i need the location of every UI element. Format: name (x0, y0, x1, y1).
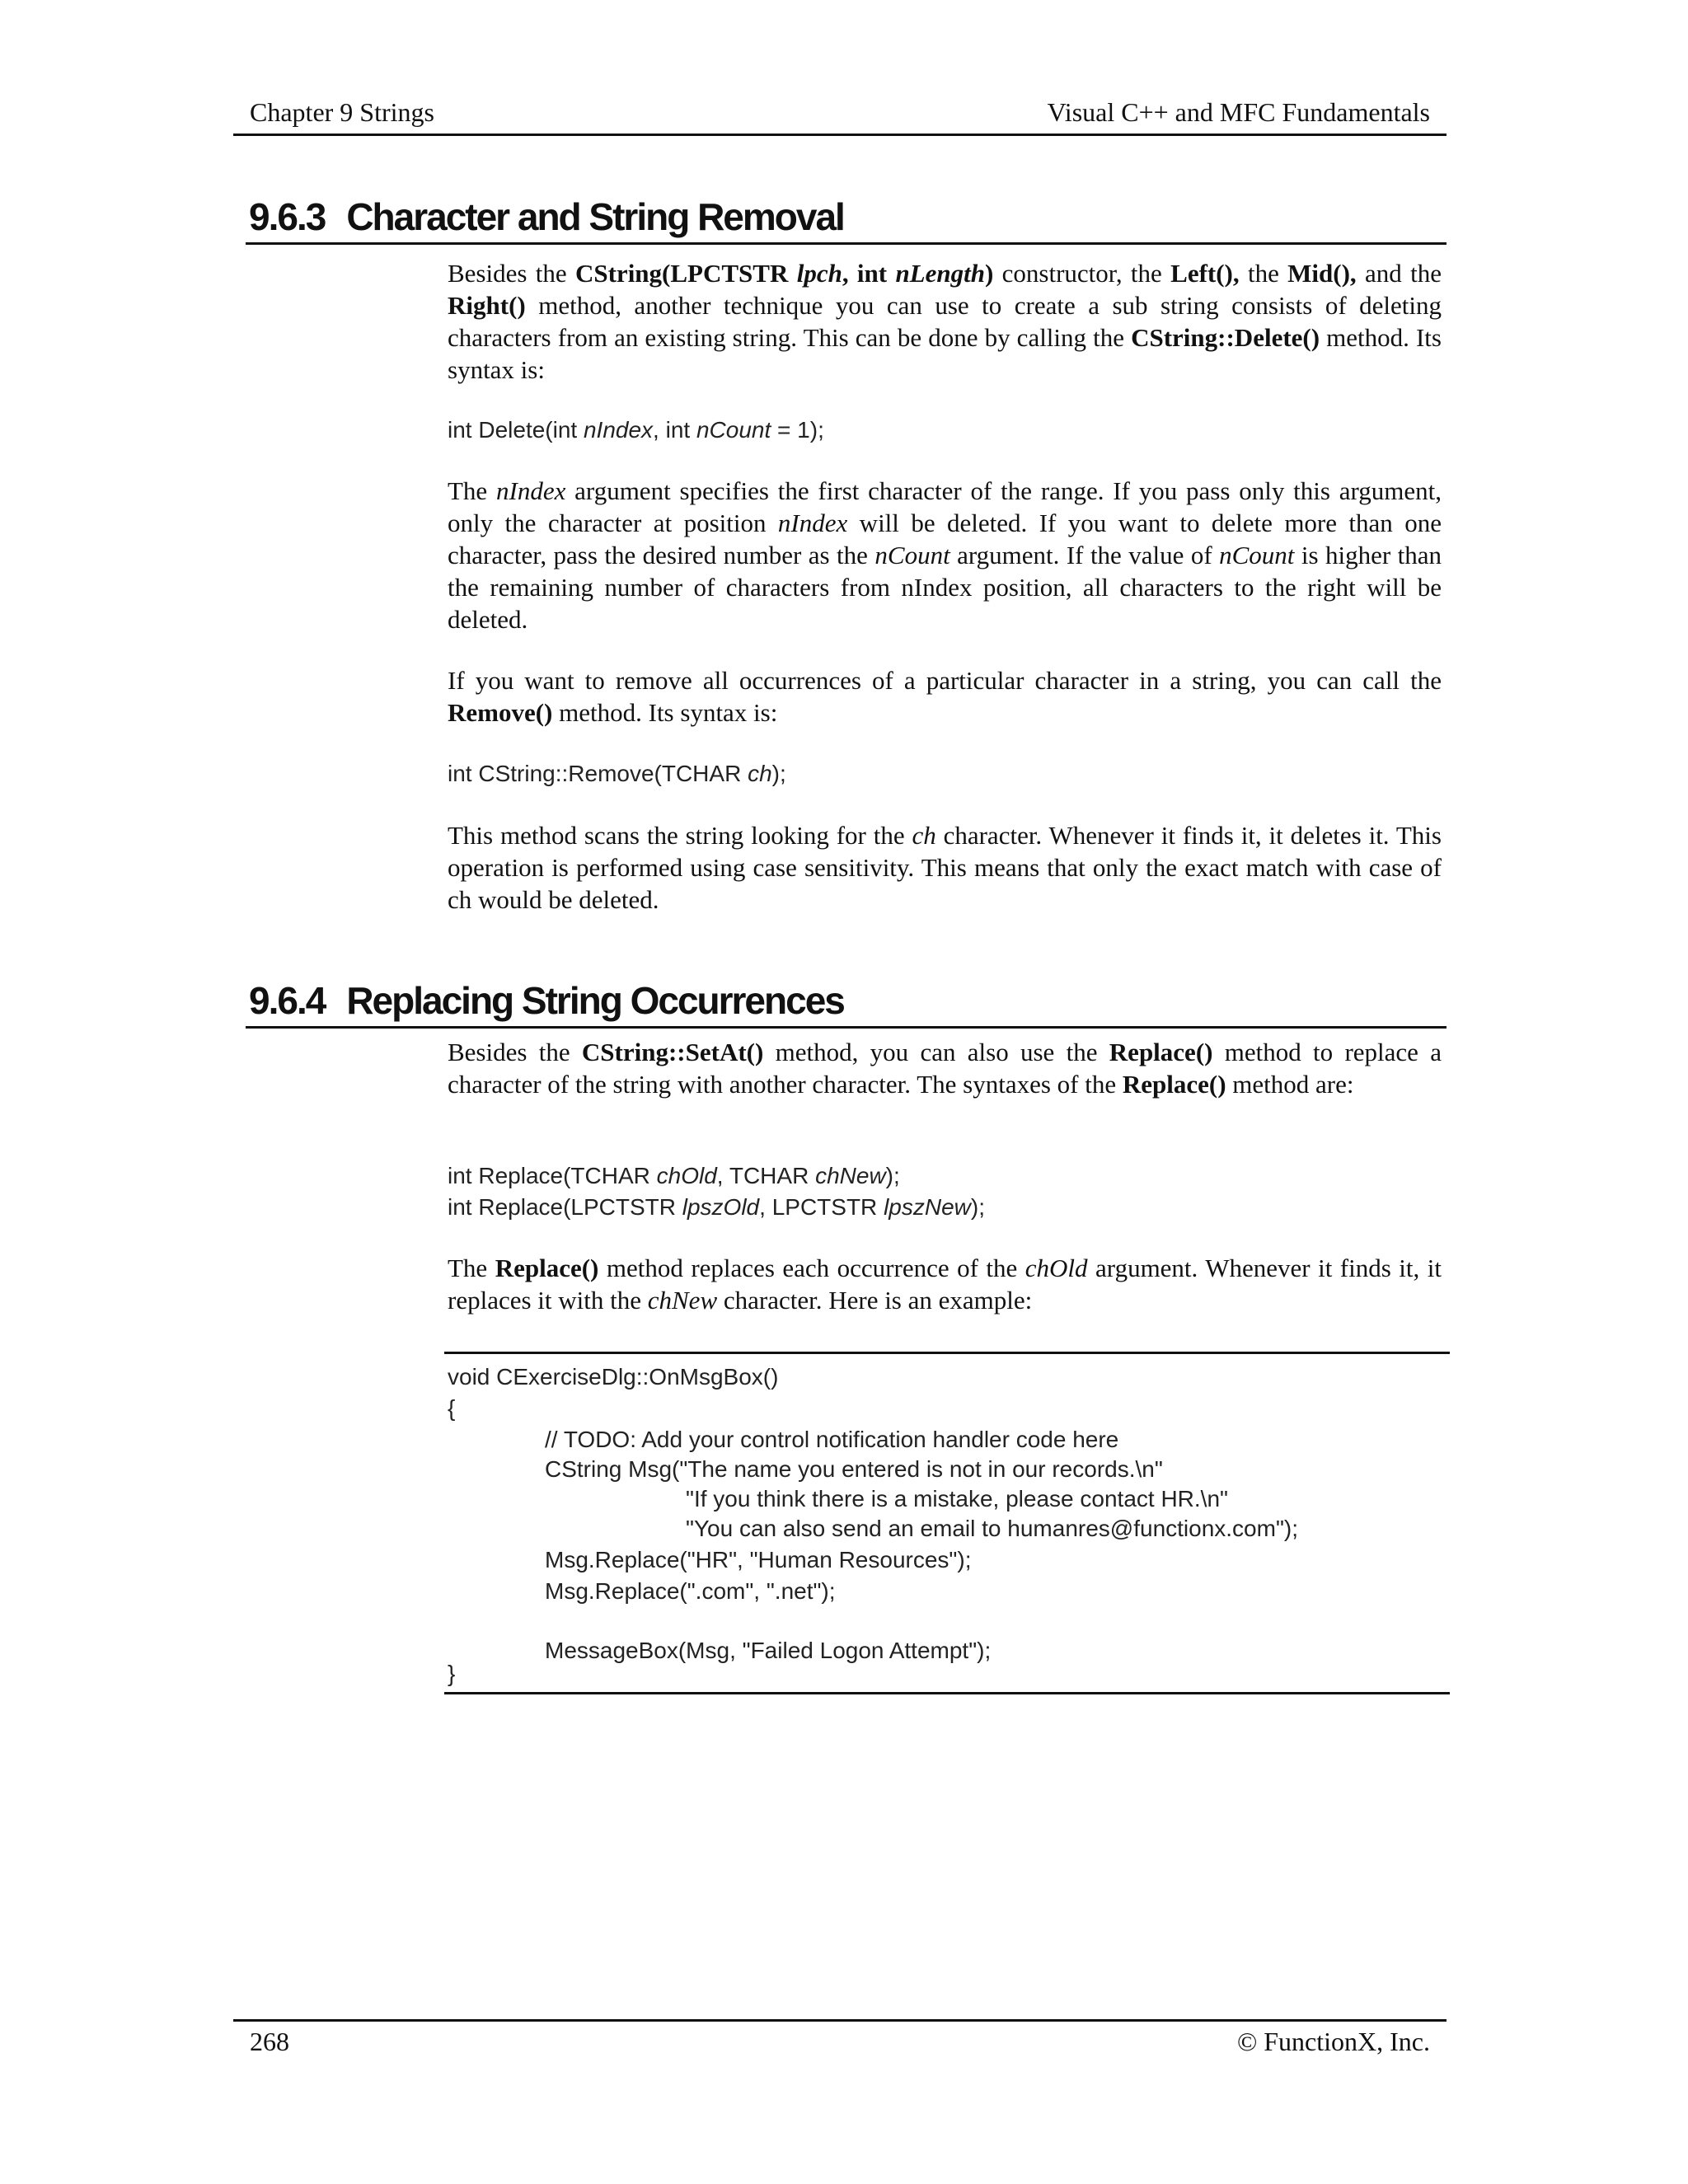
code-arg: lpszNew (884, 1194, 971, 1220)
text: will be deleted. If you want to delete more than one character, pass the desired number as the (448, 509, 1442, 569)
text: character. Here is an example: (717, 1286, 1033, 1315)
bold-text: Mid(), (1287, 259, 1357, 288)
text: is higher than the remaining number of characters from nIndex position, all characters to the right will be deleted. (448, 541, 1442, 634)
code-text: , int (653, 417, 696, 443)
code-text: = 1); (771, 417, 824, 443)
italic-text: nCount (874, 541, 950, 569)
code-line: CString Msg("The name you entered is not in our records.\n" (545, 1456, 1163, 1482)
header-book-title: Visual C++ and MFC Fundamentals (1047, 97, 1430, 127)
code-text: ); (970, 1194, 985, 1220)
code-arg: nCount (696, 417, 771, 443)
bold-text: Replace() (1109, 1038, 1213, 1066)
text: character. Whenever it finds it, it deletes it. This operation is performed using case sensitivity. This means that only the exact match with case of ch would be deleted. (448, 821, 1442, 914)
bold-text: CString::Delete() (1131, 323, 1320, 352)
code-line: Msg.Replace("HR", "Human Resources"); (545, 1547, 972, 1572)
header-chapter: Chapter 9 Strings (250, 97, 434, 127)
code-text: , TCHAR (716, 1163, 816, 1188)
code-syntax-replace-2 (448, 1192, 985, 1223)
section-number: 9.6.4 (249, 979, 326, 1022)
code-text: ); (771, 761, 786, 786)
page-number: 268 (250, 2027, 289, 2056)
text: The (448, 476, 497, 505)
code-text: int CString::Remove(TCHAR (448, 761, 748, 786)
italic-text: nIndex (496, 476, 566, 505)
section-number: 9.6.3 (249, 195, 326, 238)
page-header (233, 97, 1447, 136)
section-title (249, 978, 844, 1023)
bold-text: Replace() (1122, 1070, 1226, 1099)
copyright: © FunctionX, Inc. (1236, 2027, 1430, 2056)
bold-text: Left(), (1170, 259, 1240, 288)
section-title (249, 194, 844, 239)
italic-text: ch (912, 821, 936, 850)
bold-italic-text: lpch (796, 259, 842, 288)
code-syntax-replace-1 (448, 1160, 900, 1192)
code-arg: ch (748, 761, 772, 786)
text: constructor, the (993, 259, 1171, 288)
text: method. Its syntax is: (552, 698, 778, 727)
bold-text: CString(LPCTSTR (574, 259, 797, 288)
bold-italic-text: nLength (895, 259, 985, 288)
code-example (444, 1352, 1450, 1694)
code-arg: nIndex (583, 417, 654, 443)
text: argument. If the value of (950, 541, 1220, 569)
text: and the (1356, 259, 1442, 288)
code-text: int Delete(int (448, 417, 584, 443)
code-line: MessageBox(Msg, "Failed Logon Attempt"); (545, 1638, 992, 1663)
text: If you want to remove all occurrences of a particular character in a string, you can call the (448, 666, 1442, 695)
code-syntax-remove (448, 758, 786, 790)
page-footer (233, 2019, 1447, 2063)
text: Besides the (448, 1038, 582, 1066)
section-heading-removal (246, 191, 1447, 245)
italic-text: chOld (1025, 1254, 1088, 1282)
code-line: Msg.Replace(".com", ".net"); (545, 1578, 836, 1604)
text: argument specifies the first character of the range. If you pass only this argument, only the character at position (448, 476, 1442, 537)
code-arg: chOld (656, 1163, 717, 1188)
paragraph (448, 475, 1442, 635)
code-line: } (448, 1661, 456, 1686)
italic-text: nCount (1219, 541, 1295, 569)
text: method, you can also use the (763, 1038, 1109, 1066)
text: This method scans the string looking for the (448, 821, 912, 850)
bold-text: Replace() (495, 1254, 599, 1282)
italic-text: nIndex (777, 509, 848, 537)
text: method, another technique you can use to create a sub string consists of deleting characters from an existing string. This can be done by calling the (448, 291, 1442, 352)
code-arg: lpszOld (682, 1194, 760, 1220)
code-text: int Replace(TCHAR (448, 1163, 657, 1188)
bold-text: Remove() (448, 698, 553, 727)
text: method to replace a character of the string with another character. The syntaxes of the (448, 1038, 1442, 1099)
section-title-text: Replacing String Occurrences (346, 979, 844, 1022)
text: argument. Whenever it finds it, it replaces it with the (448, 1254, 1442, 1315)
code-text: int Replace(LPCTSTR (448, 1194, 682, 1220)
code-syntax-delete (448, 415, 824, 446)
code-line: void CExerciseDlg::OnMsgBox() (448, 1364, 779, 1390)
code-line: // TODO: Add your control notification handler code here (545, 1427, 1119, 1452)
code-line: "If you think there is a mistake, please contact HR.\n" (686, 1486, 1228, 1511)
code-text: , LPCTSTR (759, 1194, 884, 1220)
italic-text: chNew (647, 1286, 718, 1315)
code-arg: chNew (815, 1163, 886, 1188)
bold-text: ) (984, 259, 994, 288)
bold-text: CString::SetAt() (581, 1038, 764, 1066)
code-line: "You can also send an email to humanres@functionx.com"); (686, 1516, 1298, 1541)
paragraph (448, 1036, 1442, 1100)
bold-text: Right() (448, 291, 526, 320)
paragraph (448, 664, 1442, 729)
text: The (448, 1254, 495, 1282)
text: method are: (1226, 1070, 1354, 1099)
text: the (1239, 259, 1288, 288)
paragraph (448, 1252, 1442, 1316)
bold-text: , int (842, 259, 896, 288)
text: method replaces each occurrence of the (598, 1254, 1025, 1282)
text: Besides the (448, 259, 575, 288)
section-title-text: Character and String Removal (346, 195, 844, 238)
text: method. Its syntax is: (448, 323, 1442, 384)
code-text: ); (885, 1163, 900, 1188)
paragraph (448, 819, 1442, 916)
code-line: { (448, 1395, 456, 1421)
paragraph (448, 257, 1442, 386)
section-heading-replacing (246, 975, 1447, 1029)
